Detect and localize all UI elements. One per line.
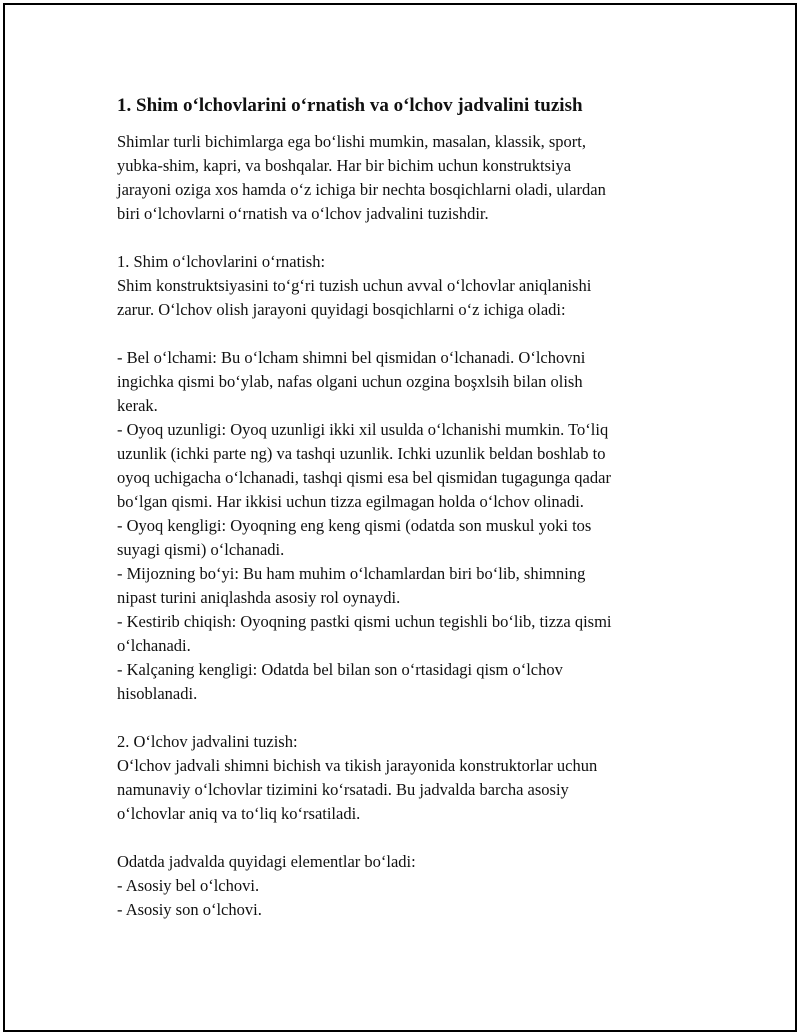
document-body <box>117 94 677 922</box>
document-title: 1. Shim o‘lchovlarini o‘rnatish va o‘lchov jadvalini tuzish <box>117 95 583 116</box>
text-line: hisoblanadi. <box>117 684 198 703</box>
text-line: o‘lchovlar aniq va to‘liq ko‘rsatiladi. <box>117 804 361 823</box>
text-line: O‘lchov jadvali shimni bichish va tikish jarayonida konstruktorlar uchun <box>117 756 598 775</box>
text-line: bo‘lgan qismi. Har ikkisi uchun tizza egilmagan holda o‘lchov olinadi. <box>117 492 584 511</box>
text-line: biri o‘lchovlarni o‘rnatish va o‘lchov jadvalini tuzishdir. <box>117 204 489 223</box>
text-line: suyagi qismi) o‘lchanadi. <box>117 540 285 559</box>
section-heading: 1. Shim o‘lchovlarini o‘rnatish: <box>117 252 326 271</box>
list-item: - Mijozning bo‘yi: Bu ham muhim o‘lchamlardan biri bo‘lib, shimning <box>117 564 586 583</box>
list-item: - Kestirib chiqish: Oyoqning pastki qismi uchun tegishli bo‘lib, tizza qismi <box>117 612 612 631</box>
text-line: namunaviy o‘lchovlar tizimini ko‘rsatadi. Bu jadvalda barcha asosiy <box>117 780 569 799</box>
list-item: - Oyoq kengligi: Oyoqning eng keng qismi (odatda son muskul yoki tos <box>117 516 592 535</box>
text-line: nipast turini aniqlashda asosiy rol oynaydi. <box>117 588 401 607</box>
text-line: zarur. O‘lchov olish jarayoni quyidagi bosqichlarni o‘z ichiga oladi: <box>117 300 566 319</box>
list-item: - Asosiy bel o‘lchovi. <box>117 876 260 895</box>
text-line: Shim konstruktsiyasini to‘g‘ri tuzish uchun avval o‘lchovlar aniqlanishi <box>117 276 592 295</box>
text-line: Odatda jadvalda quyidagi elementlar bo‘ladi: <box>117 852 416 871</box>
list-item: - Kalçaning kengligi: Odatda bel bilan son o‘rtasidagi qism o‘lchov <box>117 660 563 679</box>
text-line: uzunlik (ichki parte ng) va tashqi uzunlik. Ichki uzunlik beldan boshlab to <box>117 444 606 463</box>
list-item: - Bel o‘lchami: Bu o‘lcham shimni bel qismidan o‘lchanadi. O‘lchovni <box>117 348 586 367</box>
text-line: Shimlar turli bichimlarga ega bo‘lishi mumkin, masalan, klassik, sport, <box>117 132 586 151</box>
blank-line <box>117 226 677 250</box>
list-item: - Asosiy son o‘lchovi. <box>117 900 262 919</box>
blank-line <box>117 322 677 346</box>
text-line: o‘lchanadi. <box>117 636 191 655</box>
text-line: kerak. <box>117 396 158 415</box>
blank-line <box>117 826 677 850</box>
text-line: jarayoni oziga xos hamda o‘z ichiga bir nechta bosqichlarni oladi, ulardan <box>117 180 606 199</box>
text-line: oyoq uchigacha o‘lchanadi, tashqi qismi esa bel qismidan tugagunga qadar <box>117 468 611 487</box>
document-text <box>117 130 677 922</box>
text-line: ingichka qismi bo‘ylab, nafas olgani uchun ozgina boşxlsih bilan olish <box>117 372 583 391</box>
blank-line <box>117 706 677 730</box>
section-heading: 2. O‘lchov jadvalini tuzish: <box>117 732 298 751</box>
list-item: - Oyoq uzunligi: Oyoq uzunligi ikki xil usulda o‘lchanishi mumkin. To‘liq <box>117 420 609 439</box>
text-line: yubka-shim, kapri, va boshqalar. Har bir bichim uchun konstruktsiya <box>117 156 572 175</box>
